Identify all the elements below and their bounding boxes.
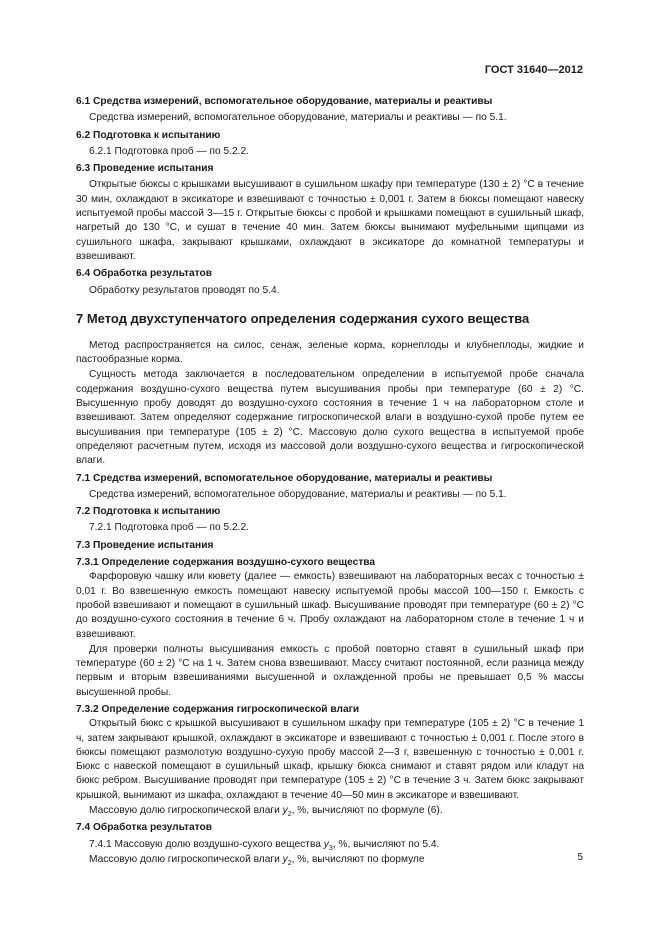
variable-subscript: 3: [328, 844, 333, 852]
heading-7-4: 7.4 Обработка результатов: [76, 822, 213, 834]
paragraph-7-4-formula-intro: [76, 853, 584, 867]
heading-7-3: 7.3 Проведение испытания: [76, 539, 214, 551]
page-number: 5: [577, 852, 583, 863]
paragraph-7-4-1: [76, 838, 584, 852]
heading-7-3-1: 7.3.1 Определение содержания воздушно-сухого вещества: [76, 557, 376, 569]
paragraph-6-1: Средства измерений, вспомогательное оборудование, материалы и реактивы — по 5.1.: [89, 112, 507, 124]
heading-6-1: 6.1 Средства измерений, вспомогательное оборудование, материалы и реактивы: [76, 96, 493, 107]
heading-7-1: 7.1 Средства измерений, вспомогательное оборудование, материалы и реактивы: [76, 472, 493, 484]
heading-6-3: 6.3 Проведение испытания: [76, 163, 214, 175]
heading-7-3-2: 7.3.2 Определение содержания гигроскопической влаги: [76, 703, 360, 715]
paragraph-7-3-1-b: Для проверки полноты высушивания емкость с пробой повторно ставят в сушильный шкаф при температуре (60 ± 2) °С на 1 ч. Затем снова взвешивают. Массу считают постоянной, если разница между первым и вторым взвешиваниями высушенной и охлажденной пробы не превышает 0,5 % массы высушенной пробы.: [76, 643, 584, 698]
text-fragment: , %, вычисляют по формуле: [291, 853, 425, 865]
paragraph-7-3-1-a: Фарфоровую чашку или кювету (далее — емкость) взвешивают на лабораторных весах с точностью ± 0,01 г. Во взвешенную емкость помещают навеску испытуемой пробы массой 100—150 г. Емкость с пробой взвешивают и помещают в сушильный шкаф. Высушивание проводят при температуре (60 ± 2) °С до воздушно-сухого состояния в течение 6 ч. Пробу охлаждают на лабораторном столе в течение 1 ч и взвешивают.: [76, 571, 584, 640]
heading-section-7: 7 Метод двухступенчатого определения содержания сухого вещества: [76, 310, 530, 326]
text-fragment: , %, вычисляют по 5.4.: [332, 838, 440, 850]
paragraph-6-2-1: 6.2.1 Подготовка проб — по 5.2.2.: [89, 145, 249, 157]
paragraph-7-3-2-a: Открытый бюкс с крышкой высушивают в сушильном шкафу при температуре (105 ± 2) °С в течение 1 ч, затем закрывают крышкой, охлаждают в эксикаторе и взвешивают с точностью ± 0,001 г. После этого в бюксы помещают размолотую воздушно-сухую пробу массой 2—3 г, взвешенную с точностью ± 0,001 г. Бюкс с навеской помещают в сушильный шкаф, крышку бюкса снимают и ставят рядом или кладут на бюкс ребром. Высушивание проводят при температуре (105 ± 2) °С в течение 3 ч. Затем бюкс закрывают крышкой, вынимают из шкафа, охлаждают в течение 40—50 мин в эксикаторе и взвешивают.: [76, 718, 584, 801]
paragraph-7-1: Средства измерений, вспомогательное оборудование, материалы и реактивы — по 5.1.: [89, 488, 507, 500]
heading-6-2: 6.2 Подготовка к испытанию: [76, 129, 221, 141]
text-fragment: , %, вычисляют по формуле (6).: [291, 805, 443, 817]
paragraph-7-essence: Сущность метода заключается в последовательном определении в испытуемой пробе сначала содержания воздушно-сухого вещества путем высушивания пробы при температуре (60 ± 2) °С. Высушенную пробу доводят до воздушно-сухого состояния в течение 1 ч на лабораторном столе и взвешивают. Затем определяют содержание гигроскопической влаги в воздушно-сухой пробе путем ее высушивания при температуре (105 ± 2) °С. Массовую долю сухого вещества в испытуемой пробе определяют расчетным путем, исходя из массовой доли воздушно-сухого вещества и гигроскопической влаги.: [76, 369, 584, 467]
paragraph-7-2-1: 7.2.1 Подготовка проб — по 5.2.2.: [89, 522, 249, 534]
text-fragment: 7.4.1 Массовую долю воздушно-сухого вещества: [89, 838, 324, 850]
heading-7-2: 7.2 Подготовка к испытанию: [76, 506, 221, 518]
variable-y: y: [282, 805, 288, 817]
paragraph-6-3: Открытые бюксы с крышками высушивают в сушильном шкафу при температуре (130 ± 2) °С в течение 30 мин, охлаждают в эксикаторе и взвешивают с точностью ± 0,001 г. Затем в бюксы помещают навеску испытуемой пробы массой 3—15 г. Открытые бюксы с пробой и крышками помещают в сушильный шкаф, нагретый до 130 °С, и сушат в течение 40 мин. Затем бюксы вынимают муфельными щипцами из сушильного шкафа, закрывают крышками, охлаждают в эксикаторе до комнатной температуры и взвешивают.: [76, 179, 584, 262]
standard-number: ГОСТ 31640—2012: [484, 64, 583, 76]
text-fragment: Массовую долю гигроскопической влаги: [89, 805, 283, 817]
text-fragment: Массовую долю гигроскопической влаги: [89, 853, 283, 865]
variable-subscript: 2: [287, 859, 292, 867]
paragraph-7-3-2-b: [76, 804, 584, 818]
variable-y: y: [282, 853, 288, 865]
variable-y: y: [323, 838, 329, 850]
variable-subscript: 2: [287, 811, 292, 819]
heading-6-4: 6.4 Обработка результатов: [76, 268, 213, 280]
page-content: [76, 92, 584, 868]
paragraph-7-scope: Метод распространяется на силос, сенаж, зеленые корма, корнеплоды и клубнеплоды, жидкие и пастообразные корма.: [76, 339, 584, 366]
paragraph-6-4: Обработку результатов проводят по 5.4.: [89, 284, 280, 296]
